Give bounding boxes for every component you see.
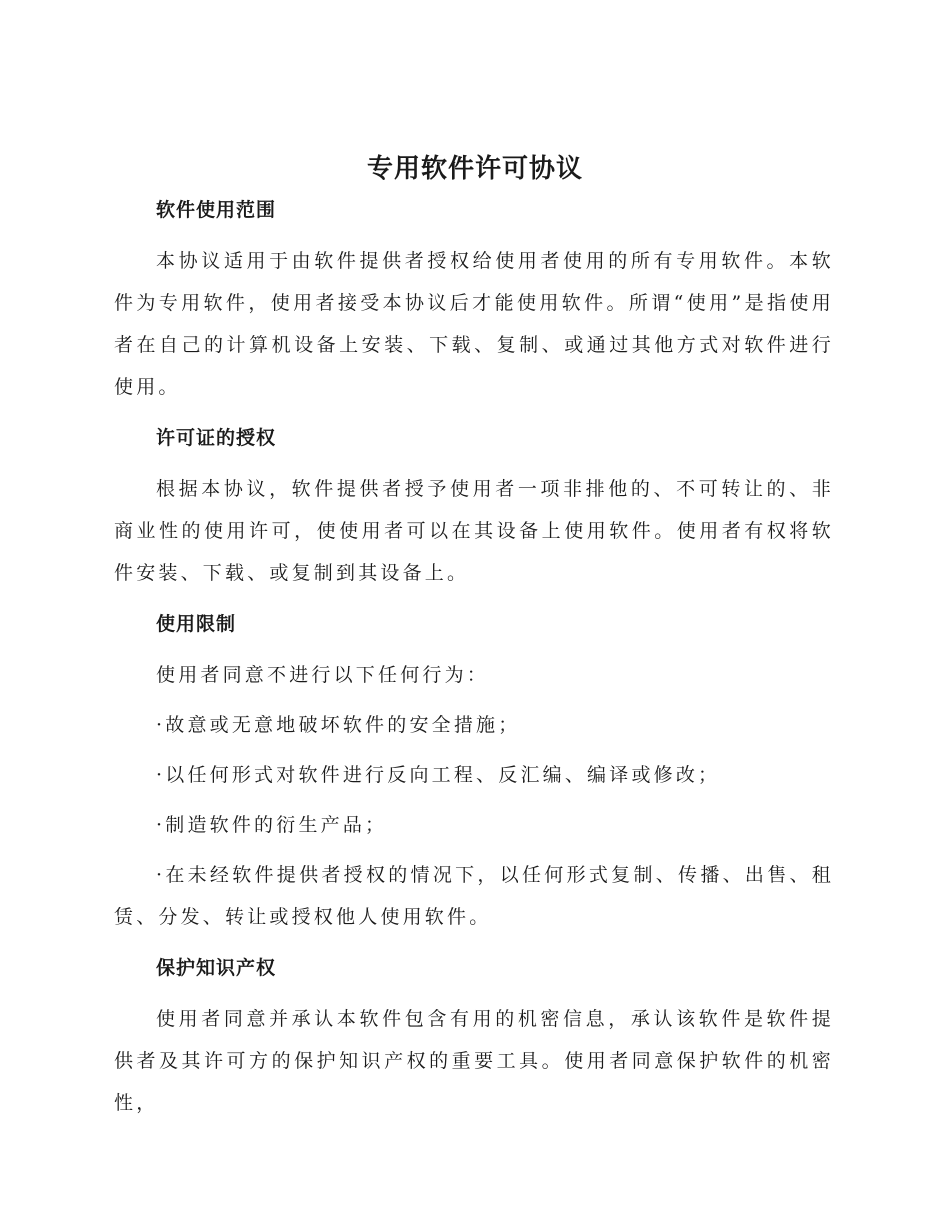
paragraph: 本协议适用于由软件提供者授权给使用者使用的所有专用软件。本软件为专用软件，使用者接受本协议后才能使用软件。所谓“使用”是指使用者在自己的计算机设备上安装、下载、复制、或通过其他方式对软件进行使用。 — [114, 250, 834, 398]
document-title: 专用软件许可协议 — [366, 154, 583, 184]
paragraph: 使用者同意不进行以下任何行为： — [156, 664, 490, 686]
list-item: ·在未经软件提供者授权的情况下，以任何形式复制、传播、出售、租赁、分发、转让或授权他人使用软件。 — [114, 864, 834, 928]
document-body — [114, 192, 834, 1136]
paragraph: 根据本协议，软件提供者授予使用者一项非排他的、不可转让的、非商业性的使用许可，使使用者可以在其设备上使用软件。使用者有权将软件安装、下载、或复制到其设备上。 — [114, 478, 834, 584]
section-ip-protection — [114, 950, 834, 1124]
list-item: ·以任何形式对软件进行反向工程、反汇编、编译或修改； — [156, 764, 721, 786]
section-heading: 许可证的授权 — [156, 427, 277, 449]
section-heading: 软件使用范围 — [156, 199, 277, 221]
section-heading: 使用限制 — [156, 613, 237, 635]
section-license-grant — [114, 420, 834, 594]
list-item: ·制造软件的衍生产品； — [156, 814, 388, 836]
section-usage-restrictions — [114, 606, 834, 938]
list-item: ·故意或无意地破坏软件的安全措施； — [156, 714, 521, 736]
paragraph: 使用者同意并承认本软件包含有用的机密信息，承认该软件是软件提供者及其许可方的保护知识产权的重要工具。使用者同意保护软件的机密性， — [114, 1008, 834, 1114]
section-heading: 保护知识产权 — [156, 957, 277, 979]
section-software-scope — [114, 192, 834, 408]
